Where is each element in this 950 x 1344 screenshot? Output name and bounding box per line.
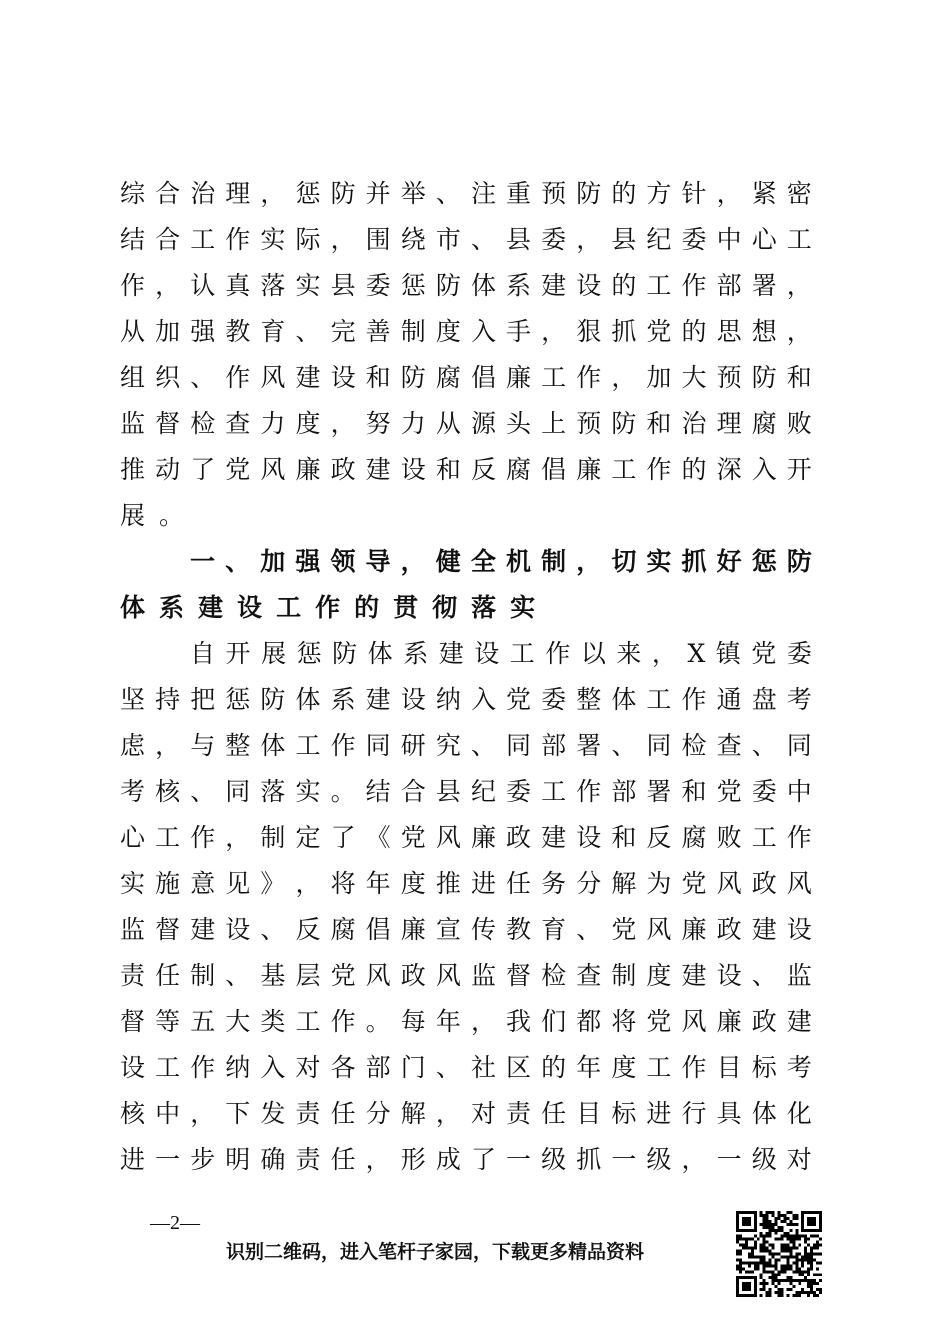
paragraph-line: 从 加 强 教 育 、 完 善 制 度 入 手 ， 狠 抓 党 的 思 想 ，	[120, 317, 812, 346]
paragraph-line: 监 督 检 查 力 度 ， 努 力 从 源 头 上 预 防 和 治 理 腐 败	[120, 409, 812, 438]
paragraph-line: 组 织 、 作 风 建 设 和 防 腐 倡 廉 工 作 ， 加 大 预 防 和	[120, 363, 812, 392]
paragraph-line: 实 施 意 见 》 ， 将 年 度 推 进 任 务 分 解 为 党 风 政 风	[120, 869, 812, 898]
footer-promo-text: 识别二维码，进入笔杆子家园，下载更多精品资料	[226, 1241, 645, 1263]
paragraph-line: 作 ， 认 真 落 实 县 委 惩 防 体 系 建 设 的 工 作 部 署 ，	[120, 271, 812, 300]
paragraph-line: 督 等 五 大 类 工 作 。 每 年 ， 我 们 都 将 党 风 廉 政 建	[120, 1007, 812, 1036]
paragraph-line: 综 合 治 理 ， 惩 防 并 举 、 注 重 预 防 的 方 针 ， 紧 密	[120, 179, 812, 208]
page-number: —2—	[150, 1212, 200, 1234]
qr-code-icon[interactable]	[736, 1211, 822, 1297]
paragraph-line: 责 任 制 、 基 层 党 风 政 风 监 督 检 查 制 度 建 设 、 监	[120, 961, 812, 990]
paragraph-line: 推 动 了 党 风 廉 政 建 设 和 反 腐 倡 廉 工 作 的 深 入 开	[120, 455, 812, 484]
paragraph-line: 考 核 、 同 落 实 。 结 合 县 纪 委 工 作 部 署 和 党 委 中	[120, 777, 812, 806]
paragraph-line: 虑 ， 与 整 体 工 作 同 研 究 、 同 部 署 、 同 检 查 、 同	[120, 731, 812, 760]
paragraph-line: 展 。	[120, 501, 185, 530]
section-heading-line: 体 系 建 设 工 作 的 贯 彻 落 实	[120, 593, 536, 622]
paragraph-line: 坚 持 把 惩 防 体 系 建 设 纳 入 党 委 整 体 工 作 通 盘 考	[120, 685, 812, 714]
paragraph-line: 设 工 作 纳 入 对 各 部 门 、 社 区 的 年 度 工 作 目 标 考	[120, 1053, 812, 1082]
paragraph-line: 监 督 建 设 、 反 腐 倡 廉 宣 传 教 育 、 党 风 廉 政 建 设	[120, 915, 812, 944]
paragraph-line: 进 一 步 明 确 责 任 ， 形 成 了 一 级 抓 一 级 ， 一 级 对	[120, 1145, 812, 1174]
paragraph-line: 心 工 作 ， 制 定 了 《 党 风 廉 政 建 设 和 反 腐 败 工 作	[120, 823, 812, 852]
paragraph-line: 核 中 ， 下 发 责 任 分 解 ， 对 责 任 目 标 进 行 具 体 化	[120, 1099, 812, 1128]
paragraph-line: 结 合 工 作 实 际 ， 围 绕 市 、 县 委 ， 县 纪 委 中 心 工	[120, 225, 812, 254]
paragraph-line: 自 开 展 惩 防 体 系 建 设 工 作 以 来 ， X 镇 党 委	[190, 639, 812, 668]
section-heading-line: 一 、 加 强 领 导 ， 健 全 机 制 ， 切 实 抓 好 惩 防	[190, 547, 812, 576]
